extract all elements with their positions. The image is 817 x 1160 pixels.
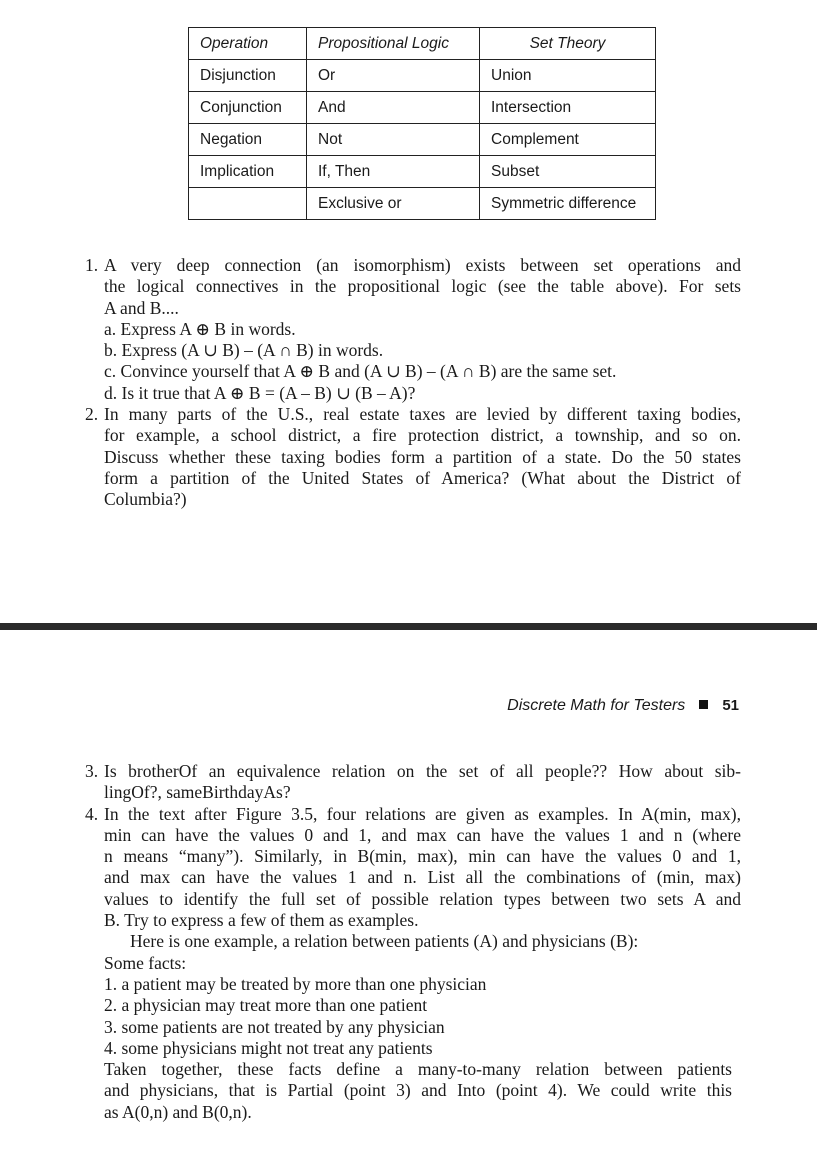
exercise-number: 3. [85, 761, 99, 781]
exercise-line: Discuss whether these taxing bodies form a partition of a state. Do the 50 states [104, 446, 741, 467]
page-number: 51 [722, 697, 739, 714]
exercise-list-bottom [85, 761, 741, 1123]
fact-item: 1. a patient may be treated by more than one physician [104, 973, 487, 994]
table-cell: Negation [189, 124, 307, 156]
table-header-cell: Propositional Logic [307, 28, 480, 60]
exercise-line: A very deep connection (an isomorphism) exists between set operations and [104, 255, 741, 275]
table-cell: Conjunction [189, 92, 307, 124]
exercise-2 [85, 404, 741, 510]
exercise-1 [85, 255, 741, 404]
table-row [189, 156, 656, 188]
exercise-line: values to identify the full set of possible relation types between two sets A and [104, 888, 741, 909]
running-title: Discrete Math for Testers [507, 697, 686, 714]
running-header [507, 697, 739, 715]
table-cell: Union [480, 60, 656, 92]
conclusion-line: as A(0,n) and B(0,n). [104, 1101, 252, 1122]
exercise-line: n means “many”). Similarly, in B(min, max), min can have the values 0 and 1, [104, 846, 741, 867]
square-bullet-icon [699, 700, 708, 709]
exercise-4 [85, 804, 741, 1123]
exercise-line: A and B.... [104, 297, 179, 318]
exercise-part: b. Express (A ∪ B) – (A ∩ B) in words. [104, 340, 384, 361]
exercise-line: form a partition of the United States of America? (What about the District of [104, 467, 741, 488]
conclusion-line: and physicians, that is Partial (point 3) and Into (point 4). We could write this [104, 1080, 732, 1101]
exercise-number: 2. [85, 404, 99, 425]
table-cell: Subset [480, 156, 656, 188]
exercise-number: 1. [85, 255, 99, 275]
table-row [189, 92, 656, 124]
operations-table [188, 27, 656, 220]
table-cell: Exclusive or [307, 188, 480, 220]
conclusion-line: Taken together, these facts define a many-to-many relation between patients [104, 1059, 732, 1080]
exercise-line: B. Try to express a few of them as examples. [104, 910, 419, 931]
some-facts-label: Some facts: [104, 952, 187, 973]
exercise-part: c. Convince yourself that A ⊕ B and (A ∪ B) – (A ∩ B) are the same set. [104, 361, 617, 382]
exercise-line: In the text after Figure 3.5, four relations are given as examples. In A(min, max), [104, 803, 741, 824]
exercise-line: Is brotherOf an equivalence relation on the set of all people?? How about sib- [104, 761, 741, 781]
exercise-line: the logical connectives in the propositional logic (see the table above). For sets [104, 276, 741, 297]
table-cell: Or [307, 60, 480, 92]
table-row [189, 60, 656, 92]
table-cell: And [307, 92, 480, 124]
table-cell: If, Then [307, 156, 480, 188]
table-row [189, 188, 656, 220]
table-cell [189, 188, 307, 220]
table-cell: Complement [480, 124, 656, 156]
exercise-line: lingOf?, sameBirthdayAs? [104, 782, 291, 803]
table-cell: Symmetric difference [480, 188, 656, 220]
exercise-number: 4. [85, 803, 99, 824]
table-cell: Implication [189, 156, 307, 188]
table-row [189, 124, 656, 156]
table-cell: Not [307, 124, 480, 156]
page-divider [0, 623, 817, 630]
exercise-list-top [85, 255, 741, 511]
exercise-3 [85, 761, 741, 804]
exercise-line: and max can have the values 1 and n. List all the combinations of (min, max) [104, 867, 741, 888]
exercise-line: min can have the values 0 and 1, and max can have the values 1 and n (where [104, 824, 741, 845]
exercise-part: a. Express A ⊕ B in words. [104, 318, 296, 339]
fact-item: 4. some physicians might not treat any patients [104, 1037, 433, 1058]
exercise-line: In many parts of the U.S., real estate taxes are levied by different taxing bodies, [104, 404, 741, 425]
exercise-line: Columbia?) [104, 489, 187, 510]
example-intro: Here is one example, a relation between patients (A) and physicians (B): [130, 931, 639, 952]
table-header-cell: Set Theory [480, 28, 656, 60]
exercise-line: for example, a school district, a fire protection district, a township, and so on. [104, 425, 741, 446]
table-cell: Disjunction [189, 60, 307, 92]
table-cell: Intersection [480, 92, 656, 124]
table-header-cell: Operation [189, 28, 307, 60]
fact-item: 2. a physician may treat more than one patient [104, 995, 428, 1016]
exercise-part: d. Is it true that A ⊕ B = (A – B) ∪ (B – A)? [104, 382, 416, 403]
fact-item: 3. some patients are not treated by any physician [104, 1016, 445, 1037]
table-header-row [189, 28, 656, 60]
